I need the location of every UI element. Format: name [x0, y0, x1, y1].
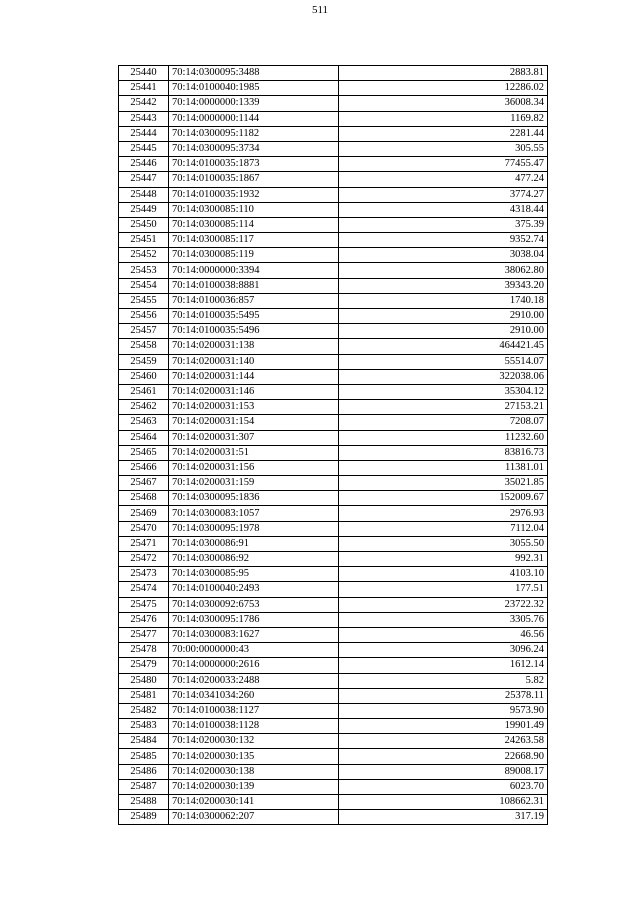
value-cell: 46.56 — [339, 627, 548, 642]
table-row — [119, 217, 548, 232]
table-row — [119, 567, 548, 582]
table-row — [119, 810, 548, 825]
cadastral-number-cell: 70:14:0000000:3394 — [169, 263, 339, 278]
cadastral-number-cell: 70:14:0300095:3734 — [169, 141, 339, 156]
cadastral-number-cell: 70:14:0100035:5496 — [169, 324, 339, 339]
row-number-cell: 25462 — [119, 400, 169, 415]
row-number-cell: 25444 — [119, 126, 169, 141]
cadastral-number-cell: 70:14:0300086:92 — [169, 552, 339, 567]
row-number-cell: 25443 — [119, 111, 169, 126]
cadastral-number-cell: 70:14:0100038:1127 — [169, 703, 339, 718]
row-number-cell: 25485 — [119, 749, 169, 764]
table-row — [119, 354, 548, 369]
cadastral-number-cell: 70:14:0300086:91 — [169, 536, 339, 551]
row-number-cell: 25465 — [119, 445, 169, 460]
cadastral-number-cell: 70:14:0300085:95 — [169, 567, 339, 582]
cadastral-number-cell: 70:14:0100036:857 — [169, 293, 339, 308]
row-number-cell: 25451 — [119, 233, 169, 248]
page-number: 511 — [311, 4, 329, 16]
value-cell: 2883.81 — [339, 66, 548, 81]
row-number-cell: 25477 — [119, 627, 169, 642]
row-number-cell: 25466 — [119, 460, 169, 475]
table-row — [119, 521, 548, 536]
table-row — [119, 673, 548, 688]
value-cell: 7208.07 — [339, 415, 548, 430]
row-number-cell: 25455 — [119, 293, 169, 308]
cadastral-number-cell: 70:14:0300085:110 — [169, 202, 339, 217]
value-cell: 23722.32 — [339, 597, 548, 612]
table-row — [119, 415, 548, 430]
value-cell: 77455.47 — [339, 157, 548, 172]
value-cell: 4318.44 — [339, 202, 548, 217]
cadastral-number-cell: 70:14:0300085:119 — [169, 248, 339, 263]
table-row — [119, 719, 548, 734]
value-cell: 464421.45 — [339, 339, 548, 354]
value-cell: 3096.24 — [339, 643, 548, 658]
registry-table — [118, 65, 548, 825]
table-row — [119, 703, 548, 718]
row-number-cell: 25445 — [119, 141, 169, 156]
cadastral-number-cell: 70:14:0300083:1057 — [169, 506, 339, 521]
value-cell: 2910.00 — [339, 324, 548, 339]
value-cell: 2976.93 — [339, 506, 548, 521]
value-cell: 992.31 — [339, 552, 548, 567]
value-cell: 22668.90 — [339, 749, 548, 764]
value-cell: 2910.00 — [339, 309, 548, 324]
cadastral-number-cell: 70:14:0300062:207 — [169, 810, 339, 825]
value-cell: 4103.10 — [339, 567, 548, 582]
cadastral-number-cell: 70:14:0300092:6753 — [169, 597, 339, 612]
table-row — [119, 552, 548, 567]
table-row — [119, 141, 548, 156]
value-cell: 5.82 — [339, 673, 548, 688]
cadastral-number-cell: 70:14:0000000:1339 — [169, 96, 339, 111]
cadastral-number-cell: 70:14:0300083:1627 — [169, 627, 339, 642]
row-number-cell: 25446 — [119, 157, 169, 172]
value-cell: 7112.04 — [339, 521, 548, 536]
value-cell: 9573.90 — [339, 703, 548, 718]
cadastral-number-cell: 70:14:0100035:5495 — [169, 309, 339, 324]
row-number-cell: 25470 — [119, 521, 169, 536]
row-number-cell: 25447 — [119, 172, 169, 187]
table-row — [119, 506, 548, 521]
cadastral-number-cell: 70:14:0200031:307 — [169, 430, 339, 445]
cadastral-number-cell: 70:14:0200031:159 — [169, 476, 339, 491]
row-number-cell: 25472 — [119, 552, 169, 567]
value-cell: 38062.80 — [339, 263, 548, 278]
row-number-cell: 25454 — [119, 278, 169, 293]
value-cell: 317.19 — [339, 810, 548, 825]
row-number-cell: 25460 — [119, 369, 169, 384]
row-number-cell: 25473 — [119, 567, 169, 582]
row-number-cell: 25484 — [119, 734, 169, 749]
value-cell: 36008.34 — [339, 96, 548, 111]
table-body — [119, 66, 548, 825]
row-number-cell: 25480 — [119, 673, 169, 688]
row-number-cell: 25488 — [119, 795, 169, 810]
table-row — [119, 779, 548, 794]
cadastral-number-cell: 70:14:0200031:51 — [169, 445, 339, 460]
row-number-cell: 25458 — [119, 339, 169, 354]
table-row — [119, 278, 548, 293]
table-row — [119, 597, 548, 612]
table-row — [119, 66, 548, 81]
cadastral-number-cell: 70:14:0300085:114 — [169, 217, 339, 232]
row-number-cell: 25474 — [119, 582, 169, 597]
table-row — [119, 658, 548, 673]
cadastral-number-cell: 70:14:0100040:2493 — [169, 582, 339, 597]
row-number-cell: 25471 — [119, 536, 169, 551]
row-number-cell: 25467 — [119, 476, 169, 491]
row-number-cell: 25459 — [119, 354, 169, 369]
row-number-cell: 25489 — [119, 810, 169, 825]
table-row — [119, 233, 548, 248]
cadastral-number-cell: 70:14:0200030:135 — [169, 749, 339, 764]
row-number-cell: 25463 — [119, 415, 169, 430]
cadastral-number-cell: 70:14:0000000:2616 — [169, 658, 339, 673]
row-number-cell: 25469 — [119, 506, 169, 521]
cadastral-number-cell: 70:14:0100040:1985 — [169, 81, 339, 96]
value-cell: 305.55 — [339, 141, 548, 156]
table-row — [119, 263, 548, 278]
table-row — [119, 339, 548, 354]
table-row — [119, 764, 548, 779]
table-row — [119, 187, 548, 202]
table-row — [119, 582, 548, 597]
cadastral-number-cell: 70:14:0000000:1144 — [169, 111, 339, 126]
cadastral-number-cell: 70:14:0300085:117 — [169, 233, 339, 248]
table-row — [119, 369, 548, 384]
value-cell: 11381.01 — [339, 460, 548, 475]
row-number-cell: 25449 — [119, 202, 169, 217]
value-cell: 1612.14 — [339, 658, 548, 673]
table-row — [119, 126, 548, 141]
row-number-cell: 25481 — [119, 688, 169, 703]
value-cell: 19901.49 — [339, 719, 548, 734]
value-cell: 35304.12 — [339, 384, 548, 399]
cadastral-number-cell: 70:14:0100038:8881 — [169, 278, 339, 293]
row-number-cell: 25452 — [119, 248, 169, 263]
cadastral-number-cell: 70:14:0200031:140 — [169, 354, 339, 369]
value-cell: 1740.18 — [339, 293, 548, 308]
row-number-cell: 25482 — [119, 703, 169, 718]
table-row — [119, 111, 548, 126]
row-number-cell: 25453 — [119, 263, 169, 278]
cadastral-number-cell: 70:00:0000000:43 — [169, 643, 339, 658]
value-cell: 3774.27 — [339, 187, 548, 202]
row-number-cell: 25475 — [119, 597, 169, 612]
value-cell: 3038.04 — [339, 248, 548, 263]
value-cell: 322038.06 — [339, 369, 548, 384]
cadastral-number-cell: 70:14:0200030:141 — [169, 795, 339, 810]
table-row — [119, 172, 548, 187]
row-number-cell: 25456 — [119, 309, 169, 324]
cadastral-number-cell: 70:14:0200031:144 — [169, 369, 339, 384]
table-row — [119, 384, 548, 399]
value-cell: 9352.74 — [339, 233, 548, 248]
cadastral-number-cell: 70:14:0100038:1128 — [169, 719, 339, 734]
cadastral-number-cell: 70:14:0200031:138 — [169, 339, 339, 354]
cadastral-number-cell: 70:14:0100035:1932 — [169, 187, 339, 202]
table-row — [119, 612, 548, 627]
row-number-cell: 25450 — [119, 217, 169, 232]
cadastral-number-cell: 70:14:0100035:1867 — [169, 172, 339, 187]
cadastral-number-cell: 70:14:0300095:3488 — [169, 66, 339, 81]
row-number-cell: 25461 — [119, 384, 169, 399]
row-number-cell: 25440 — [119, 66, 169, 81]
value-cell: 6023.70 — [339, 779, 548, 794]
table-row — [119, 96, 548, 111]
value-cell: 89008.17 — [339, 764, 548, 779]
value-cell: 27153.21 — [339, 400, 548, 415]
row-number-cell: 25487 — [119, 779, 169, 794]
table-row — [119, 324, 548, 339]
table-row — [119, 430, 548, 445]
cadastral-number-cell: 70:14:0200031:153 — [169, 400, 339, 415]
value-cell: 83816.73 — [339, 445, 548, 460]
value-cell: 1169.82 — [339, 111, 548, 126]
value-cell: 3305.76 — [339, 612, 548, 627]
table-row — [119, 795, 548, 810]
table-row — [119, 643, 548, 658]
cadastral-number-cell: 70:14:0200033:2488 — [169, 673, 339, 688]
value-cell: 152009.67 — [339, 491, 548, 506]
table-row — [119, 734, 548, 749]
value-cell: 3055.50 — [339, 536, 548, 551]
cadastral-number-cell: 70:14:0200031:156 — [169, 460, 339, 475]
value-cell: 25378.11 — [339, 688, 548, 703]
value-cell: 477.24 — [339, 172, 548, 187]
row-number-cell: 25464 — [119, 430, 169, 445]
table-row — [119, 476, 548, 491]
value-cell: 35021.85 — [339, 476, 548, 491]
table-row — [119, 627, 548, 642]
table-row — [119, 688, 548, 703]
table-row — [119, 81, 548, 96]
table-row — [119, 536, 548, 551]
cadastral-number-cell: 70:14:0341034:260 — [169, 688, 339, 703]
value-cell: 375.39 — [339, 217, 548, 232]
table-row — [119, 749, 548, 764]
table-row — [119, 202, 548, 217]
table-row — [119, 491, 548, 506]
cadastral-number-cell: 70:14:0100035:1873 — [169, 157, 339, 172]
row-number-cell: 25441 — [119, 81, 169, 96]
cadastral-number-cell: 70:14:0200030:139 — [169, 779, 339, 794]
cadastral-number-cell: 70:14:0200030:132 — [169, 734, 339, 749]
row-number-cell: 25448 — [119, 187, 169, 202]
value-cell: 11232.60 — [339, 430, 548, 445]
cadastral-number-cell: 70:14:0200031:146 — [169, 384, 339, 399]
cadastral-number-cell: 70:14:0300095:1978 — [169, 521, 339, 536]
table-row — [119, 248, 548, 263]
table-row — [119, 293, 548, 308]
row-number-cell: 25486 — [119, 764, 169, 779]
table-row — [119, 157, 548, 172]
table-row — [119, 460, 548, 475]
value-cell: 55514.07 — [339, 354, 548, 369]
row-number-cell: 25479 — [119, 658, 169, 673]
value-cell: 39343.20 — [339, 278, 548, 293]
row-number-cell: 25483 — [119, 719, 169, 734]
row-number-cell: 25442 — [119, 96, 169, 111]
cadastral-number-cell: 70:14:0300095:1836 — [169, 491, 339, 506]
cadastral-number-cell: 70:14:0300095:1786 — [169, 612, 339, 627]
table-row — [119, 309, 548, 324]
value-cell: 2281.44 — [339, 126, 548, 141]
row-number-cell: 25478 — [119, 643, 169, 658]
value-cell: 24263.58 — [339, 734, 548, 749]
table-row — [119, 445, 548, 460]
cadastral-number-cell: 70:14:0300095:1182 — [169, 126, 339, 141]
cadastral-number-cell: 70:14:0200030:138 — [169, 764, 339, 779]
value-cell: 177.51 — [339, 582, 548, 597]
row-number-cell: 25476 — [119, 612, 169, 627]
cadastral-number-cell: 70:14:0200031:154 — [169, 415, 339, 430]
value-cell: 12286.02 — [339, 81, 548, 96]
value-cell: 108662.31 — [339, 795, 548, 810]
row-number-cell: 25468 — [119, 491, 169, 506]
table-row — [119, 400, 548, 415]
row-number-cell: 25457 — [119, 324, 169, 339]
